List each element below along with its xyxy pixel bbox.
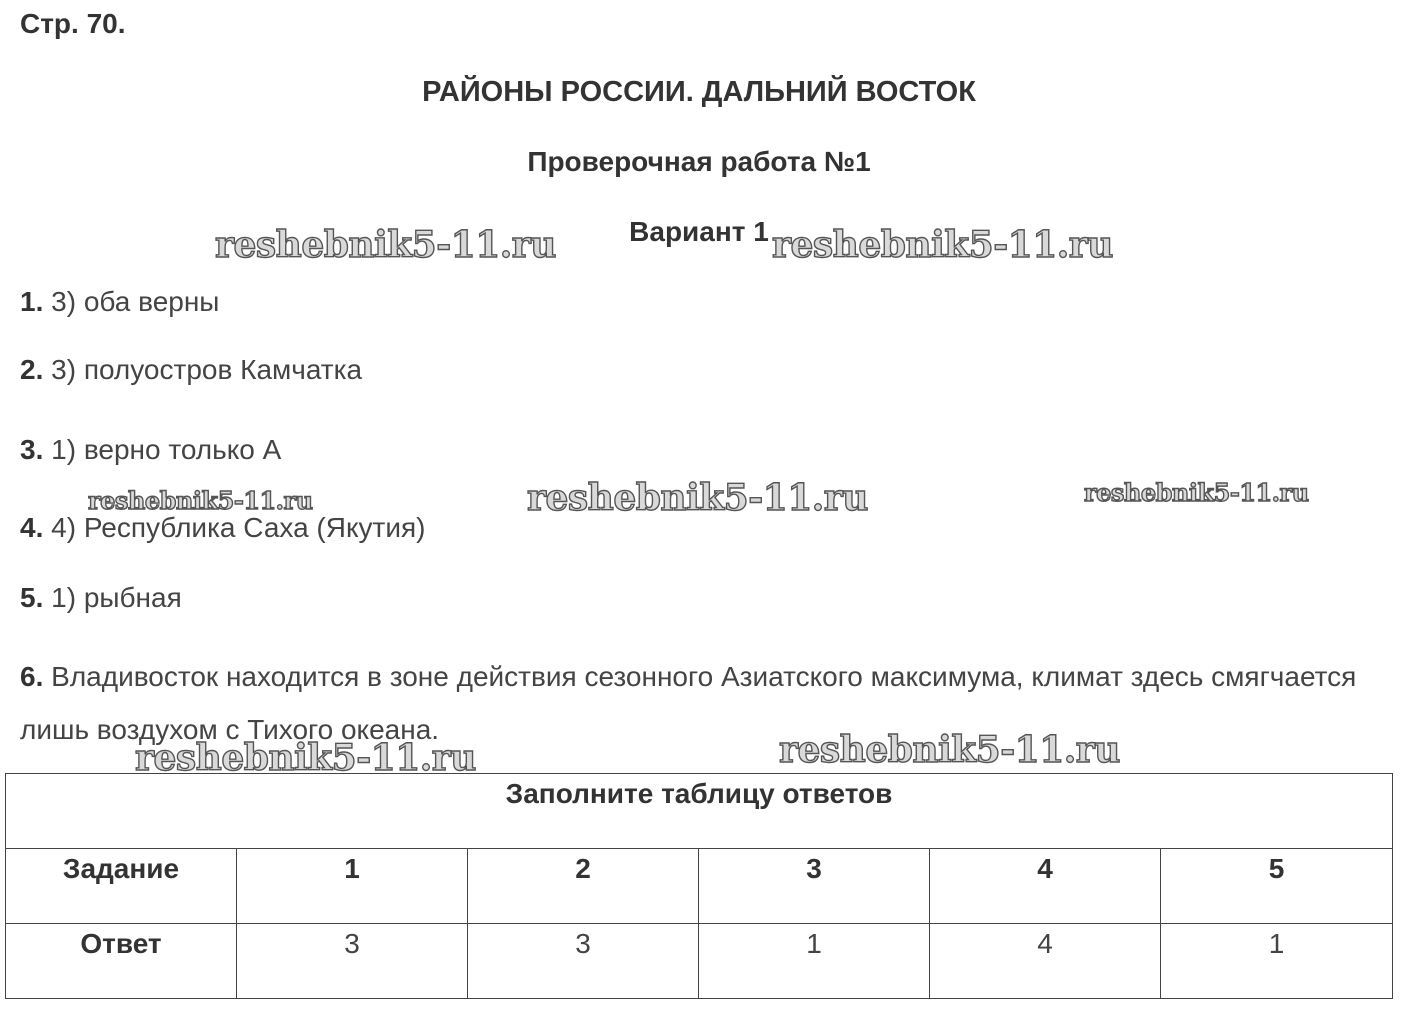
answer-value: 1 [699,924,930,999]
task-number: 1 [237,849,468,924]
variant-title: Вариант 1 [629,216,769,247]
answer-item [20,512,426,544]
watermark: reshebnik5-11.ru [527,477,868,519]
answer-item [20,434,281,466]
task-number: 4 [930,849,1161,924]
watermark: reshebnik5-11.ru [1084,478,1309,507]
answer-number: 3. [20,434,44,465]
table-row [6,924,1393,999]
watermark: reshebnik5-11.ru [779,729,1120,771]
task-number: 3 [699,849,930,924]
answer-row-label: Ответ [6,924,237,999]
task-number: 5 [1161,849,1393,924]
answers-table [5,773,1393,999]
answer-value: 4 [930,924,1161,999]
answer-item [20,650,1380,756]
answer-item [20,582,182,614]
answer-text: 1) рыбная [51,582,182,613]
answer-value: 1 [1161,924,1393,999]
answer-number: 6. [20,661,44,692]
watermark: reshebnik5-11.ru [772,224,1113,266]
task-number: 2 [468,849,699,924]
page-number: Стр. 70. [20,8,126,39]
watermark: reshebnik5-11.ru [88,486,313,515]
task-row-label: Задание [6,849,237,924]
answer-number: 1. [20,286,44,317]
answer-text: 1) верно только А [51,434,282,465]
answer-number: 4. [20,512,44,543]
answer-text: Владивосток находится в зоне действия сезонного Азиатского максимума, климат здесь смягчается лишь воздухом с Тихого океана. [20,661,1357,745]
section-title: РАЙОНЫ РОССИИ. ДАЛЬНИЙ ВОСТОК [422,76,976,108]
answer-number: 2. [20,354,44,385]
answer-number: 5. [20,582,44,613]
answer-text: 4) Республика Саха (Якутия) [51,512,426,543]
watermark: reshebnik5-11.ru [135,737,476,779]
watermark: reshebnik5-11.ru [215,224,556,266]
answer-text: 3) оба верны [51,286,220,317]
work-title: Проверочная работа №1 [527,146,871,177]
answer-value: 3 [468,924,699,999]
table-title: Заполните таблицу ответов [6,774,1393,849]
table-row [6,849,1393,924]
answer-value: 3 [237,924,468,999]
answer-item [20,354,362,386]
answer-text: 3) полуостров Камчатка [51,354,363,385]
answer-item [20,286,219,318]
